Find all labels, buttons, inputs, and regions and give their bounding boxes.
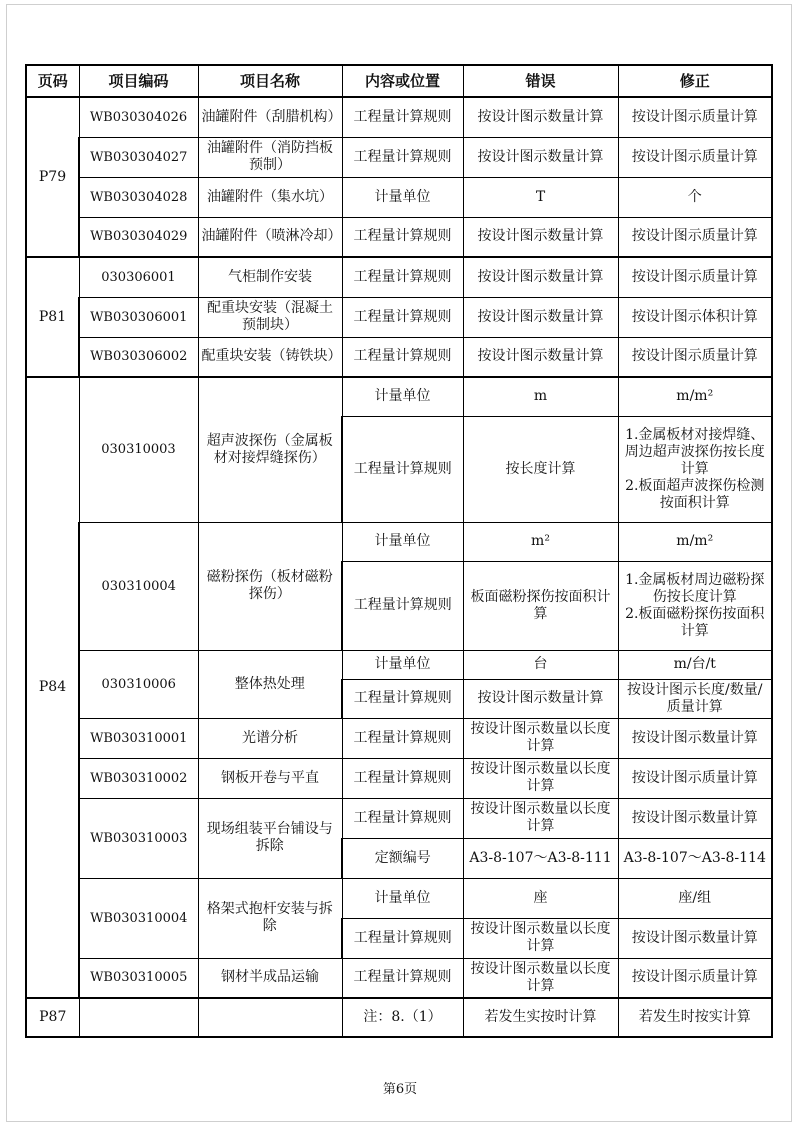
error-cell: 按长度计算	[463, 416, 618, 522]
correction-cell: 按设计图示质量计算	[618, 97, 772, 137]
item-name: 磁粉探伤（板材磁粉探伤）	[198, 522, 342, 650]
correction-cell: 按设计图示质量计算	[618, 758, 772, 798]
item-code: WB030310001	[79, 718, 198, 758]
error-cell: 按设计图示数量计算	[463, 217, 618, 257]
item-name: 配重块安装（混凝土预制块）	[198, 297, 342, 337]
content-location: 工程量计算规则	[342, 958, 463, 998]
table-header-row	[26, 65, 772, 97]
item-code: WB030304029	[79, 217, 198, 257]
correction-cell: 按设计图示数量计算	[618, 798, 772, 838]
content-location: 计量单位	[342, 522, 463, 561]
error-cell: 按设计图示数量以长度计算	[463, 798, 618, 838]
correction-cell: 个	[618, 177, 772, 217]
error-cell: m²	[463, 522, 618, 561]
table-row	[26, 758, 772, 798]
item-code: WB030304027	[79, 137, 198, 177]
item-code: WB030306002	[79, 337, 198, 377]
page-cell: P87	[26, 998, 79, 1037]
header-item-name: 项目名称	[198, 65, 342, 97]
error-cell: 按设计图示数量计算	[463, 679, 618, 718]
item-code: 030310006	[79, 650, 198, 718]
content-location: 定额编号	[342, 838, 463, 878]
table-row	[26, 958, 772, 998]
item-code: WB030310004	[79, 878, 198, 958]
error-cell: 按设计图示数量以长度计算	[463, 958, 618, 998]
content-location: 计量单位	[342, 377, 463, 416]
content-location: 工程量计算规则	[342, 758, 463, 798]
content-location: 工程量计算规则	[342, 718, 463, 758]
error-cell: 按设计图示数量计算	[463, 337, 618, 377]
error-cell: 按设计图示数量以长度计算	[463, 918, 618, 958]
correction-cell: 按设计图示质量计算	[618, 137, 772, 177]
table-row	[26, 998, 772, 1037]
item-code: 030306001	[79, 257, 198, 297]
correction-cell: m/台/t	[618, 650, 772, 679]
error-cell: 台	[463, 650, 618, 679]
item-name	[198, 998, 342, 1037]
correction-cell: 按设计图示质量计算	[618, 337, 772, 377]
content-location: 工程量计算规则	[342, 337, 463, 377]
content-location: 计量单位	[342, 177, 463, 217]
error-cell: 按设计图示数量计算	[463, 137, 618, 177]
table-row	[26, 718, 772, 758]
item-code: WB030306001	[79, 297, 198, 337]
item-code: 030310004	[79, 522, 198, 650]
correction-cell: m/m²	[618, 377, 772, 416]
error-cell: 按设计图示数量以长度计算	[463, 718, 618, 758]
table-row	[26, 297, 772, 337]
error-cell: 按设计图示数量计算	[463, 97, 618, 137]
item-code: WB030304028	[79, 177, 198, 217]
header-error: 错误	[463, 65, 618, 97]
table-row	[26, 257, 772, 297]
content-location: 工程量计算规则	[342, 416, 463, 522]
item-name: 钢板开卷与平直	[198, 758, 342, 798]
table-row	[26, 522, 772, 561]
content-location: 工程量计算规则	[342, 918, 463, 958]
item-code: 030310003	[79, 377, 198, 522]
item-name: 现场组装平台铺设与拆除	[198, 798, 342, 878]
item-name: 油罐附件（刮腊机构）	[198, 97, 342, 137]
page-cell: P84	[26, 377, 79, 998]
page-number: 第6页	[382, 1082, 418, 1097]
content-location: 注：8.（1）	[342, 998, 463, 1037]
correction-cell: 按设计图示体积计算	[618, 297, 772, 337]
item-code: WB030304026	[79, 97, 198, 137]
item-name: 整体热处理	[198, 650, 342, 718]
item-name: 格架式抱杆安装与拆除	[198, 878, 342, 958]
content-location: 计量单位	[342, 878, 463, 918]
header-item-code: 项目编码	[79, 65, 198, 97]
content-location: 工程量计算规则	[342, 97, 463, 137]
content-location: 工程量计算规则	[342, 137, 463, 177]
item-name: 油罐附件（喷淋冷却）	[198, 217, 342, 257]
page-cell: P79	[26, 97, 79, 257]
table-row	[26, 798, 772, 838]
item-code: WB030310002	[79, 758, 198, 798]
errata-table	[25, 64, 773, 1038]
correction-cell: 座/组	[618, 878, 772, 918]
content-location: 工程量计算规则	[342, 679, 463, 718]
correction-cell: A3-8-107～A3-8-114	[618, 838, 772, 878]
correction-cell: 1.金属板材周边磁粉探伤按长度计算 2.板面磁粉探伤按面积计算	[618, 561, 772, 650]
content-location: 工程量计算规则	[342, 217, 463, 257]
page-cell: P81	[26, 257, 79, 377]
header-content-location: 内容或位置	[342, 65, 463, 97]
item-name: 光谱分析	[198, 718, 342, 758]
error-cell: m	[463, 377, 618, 416]
content-location: 工程量计算规则	[342, 561, 463, 650]
item-name: 配重块安装（铸铁块）	[198, 337, 342, 377]
table-row	[26, 650, 772, 679]
correction-cell: 按设计图示长度/数量/质量计算	[618, 679, 772, 718]
table-row	[26, 97, 772, 137]
item-code	[79, 998, 198, 1037]
item-name: 油罐附件（消防挡板预制）	[198, 137, 342, 177]
correction-cell: 按设计图示质量计算	[618, 217, 772, 257]
error-cell: A3-8-107～A3-8-111	[463, 838, 618, 878]
content-location: 工程量计算规则	[342, 297, 463, 337]
table-row	[26, 337, 772, 377]
table-row	[26, 878, 772, 918]
error-cell: 板面磁粉探伤按面积计算	[463, 561, 618, 650]
item-code: WB030310005	[79, 958, 198, 998]
item-name: 超声波探伤（金属板材对接焊缝探伤）	[198, 377, 342, 522]
error-cell: 若发生实按时计算	[463, 998, 618, 1037]
table-row	[26, 177, 772, 217]
header-correction: 修正	[618, 65, 772, 97]
error-cell: 按设计图示数量计算	[463, 297, 618, 337]
item-name: 钢材半成品运输	[198, 958, 342, 998]
error-cell: T	[463, 177, 618, 217]
content-location: 工程量计算规则	[342, 798, 463, 838]
correction-cell: 按设计图示数量计算	[618, 918, 772, 958]
correction-cell: 按设计图示质量计算	[618, 257, 772, 297]
correction-cell: 按设计图示数量计算	[618, 718, 772, 758]
correction-cell: 按设计图示质量计算	[618, 958, 772, 998]
content-location: 工程量计算规则	[342, 257, 463, 297]
table-row	[26, 137, 772, 177]
error-cell: 按设计图示数量计算	[463, 257, 618, 297]
item-name: 油罐附件（集水坑）	[198, 177, 342, 217]
item-name: 气柜制作安装	[198, 257, 342, 297]
header-page: 页码	[26, 65, 79, 97]
correction-cell: 1.金属板材对接焊缝、周边超声波探伤按长度计算 2.板面超声波探伤检测按面积计算	[618, 416, 772, 522]
table-row	[26, 217, 772, 257]
item-code: WB030310003	[79, 798, 198, 878]
correction-cell: m/m²	[618, 522, 772, 561]
content-location: 计量单位	[342, 650, 463, 679]
table-row	[26, 377, 772, 416]
error-cell: 按设计图示数量以长度计算	[463, 758, 618, 798]
correction-cell: 若发生时按实计算	[618, 998, 772, 1037]
error-cell: 座	[463, 878, 618, 918]
